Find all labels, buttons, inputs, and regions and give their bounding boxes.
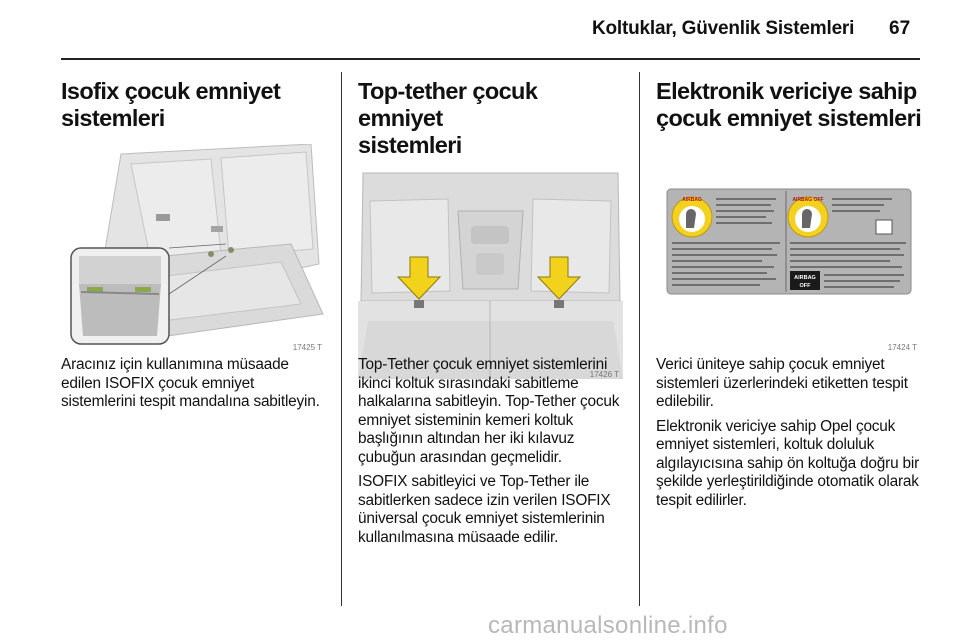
- figure-code: 17424 T: [887, 343, 917, 352]
- top-tether-figure: [358, 171, 623, 379]
- section-electronic-transmitter: [656, 78, 922, 509]
- section-body: [656, 356, 922, 516]
- paragraph: Verici üniteye sahip çocuk emniyet sistemleri üzerlerindeki etiketten tespit edilebilir.: [656, 356, 908, 410]
- heading-line: Isofix çocuk emniyet: [61, 78, 281, 104]
- section-body: [61, 356, 331, 418]
- figure-code: 17426 T: [589, 370, 619, 379]
- figure-code: 17425 T: [292, 343, 322, 352]
- section-heading: [61, 78, 327, 132]
- header-rule: [61, 58, 920, 60]
- airbag-label-figure: [656, 144, 921, 352]
- section-heading: [358, 78, 624, 159]
- heading-line: Elektronik vericiye sahip: [656, 78, 917, 104]
- paragraph: Elektronik vericiye sahip Opel çocuk emniyet sistemleri, koltuk doluluk algılayıcısına sahip ön koltuğa doğru bir şekilde yerleştirildiğinde otomatik olarak tespit edilirler.: [656, 417, 920, 509]
- paragraph: Aracınız için kullanımına müsaade edilen ISOFIX çocuk emniyet sistemlerini tespit mandalına sabitleyin.: [61, 356, 320, 410]
- airbag-on-text: AIRBAG: [682, 197, 702, 203]
- heading-line: sistemleri: [61, 105, 165, 131]
- section-top-tether: [358, 78, 624, 546]
- isofix-seat-figure: [61, 144, 326, 352]
- airbag-off-text: AIRBAG OFF: [792, 197, 824, 203]
- column-divider-1: [341, 72, 342, 606]
- watermark: carmanualsonline.info: [488, 612, 728, 639]
- section-body: [358, 356, 628, 553]
- page-number: 67: [889, 18, 911, 39]
- paragraph: Top-Tether çocuk emniyet sistemlerini ikinci koltuk sırasındaki sabitleme halkalarına sabitleyin. Top-Tether çocuk emniyet sisteminin kemeri koltuk başlığının altından her iki kılavuz çubuğun arasından geçmelidir.: [358, 356, 620, 466]
- heading-line: Top-tether çocuk emniyet: [358, 78, 538, 131]
- heading-line: sistemleri: [358, 132, 462, 158]
- column-divider-2: [639, 72, 640, 606]
- section-isofix: [61, 78, 327, 410]
- airbag-button-text: AIRBAG: [794, 275, 816, 281]
- section-heading: [656, 78, 922, 132]
- heading-line: çocuk emniyet sistemleri: [656, 105, 922, 131]
- paragraph: ISOFIX sabitleyici ve Top-Tether ile sabitlerken sadece izin verilen ISOFIX üniversal çocuk emniyet sistemlerinin kullanılmasına müsaade edilir.: [358, 473, 611, 546]
- airbag-button-off-text: OFF: [799, 283, 811, 289]
- header-title: Koltuklar, Güvenlik Sistemleri: [592, 18, 855, 39]
